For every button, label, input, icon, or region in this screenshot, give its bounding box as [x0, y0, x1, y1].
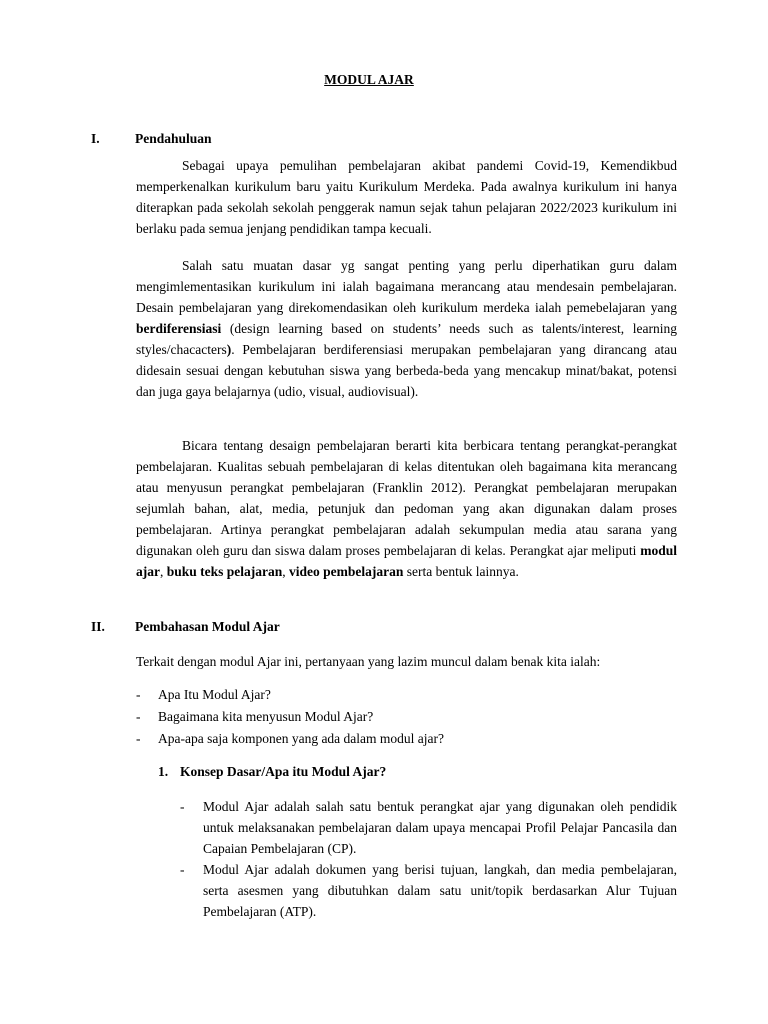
section-1-heading: [91, 131, 212, 147]
list-item: - Apa-apa saja komponen yang ada dalam modul ajar?: [136, 731, 445, 746]
section-2-intro: Terkait dengan modul Ajar ini, pertanyaan yang lazim muncul dalam benak kita ialah:: [136, 654, 601, 669]
section-2-number: II.: [91, 619, 105, 634]
section-1-paragraph-2: Salah satu muatan dasar yg sangat penting yang perlu diperhatikan guru dalam mengimlementasikan kurikulum ini ialah bagaimana merancang atau mendesain pembelajaran. Desain pembelajaran yang direkomendasikan oleh kurikulum merdeka ialah pemebelajaran yang berdiferensiasi (design learning based on students’ needs such as talents/interest, learning styles/chacacters). Pembelajaran berdiferensiasi merupakan pembelajaran yang dirancang atau didesain sesuai dengan kebutuhan siswa yang berbeda-beda yang mencakup minat/bakat, potensi dan juga gaya belajarnya (udio, visual, audiovisual).: [136, 258, 677, 399]
list-item: - Apa Itu Modul Ajar?: [136, 687, 271, 702]
section-1-paragraph-1: Sebagai upaya pemulihan pembelajaran akibat pandemi Covid-19, Kemendikbud memperkenalkan kurikulum baru yaitu Kurikulum Merdeka. Pada awalnya kurikulum ini hanya diterapkan pada sekolah sekolah penggerak namun sejak tahun pelajaran 2022/2023 kurikulum ini berlaku pada semua jenjang pendidikan tampa kecuali.: [136, 158, 677, 236]
section-1-title: Pendahuluan: [135, 131, 212, 146]
bold-term: berdiferensiasi: [136, 321, 222, 336]
section-1-paragraph-3: Bicara tentang desaign pembelajaran berarti kita berbicara tentang perangkat-perangkat pembelajaran. Kualitas sebuah pembelajaran di kelas ditentukan oleh bagaimana kita merancang atau menyusun perangkat pembelajaran (Franklin 2012). Perangkat pembelajaran merupakan sejumlah bahan, alat, media, petunjuk dan pedoman yang akan digunakan dalam proses pembelajaran. Artinya perangkat pembelajaran adalah sekumpulan media atau sarana yang digunakan oleh guru dan siswa dalam proses pembelajaran di kelas. Perangkat ajar meliputi modul ajar, buku teks pelajaran, video pembelajaran serta bentuk lainnya.: [136, 438, 677, 579]
list-item: - Bagaimana kita menyusun Modul Ajar?: [136, 709, 374, 724]
document-title: MODUL AJAR: [324, 72, 414, 87]
list-item: - Modul Ajar adalah salah satu bentuk perangkat ajar yang digunakan oleh pendidik untuk melaksanakan pembelajaran dalam upaya mencapai Profil Pelajar Pancasila dan Capaian Pembelajaran (CP).: [180, 799, 677, 856]
section-2-heading: [91, 619, 280, 635]
section-1-number: I.: [91, 131, 100, 146]
section-2-title: Pembahasan Modul Ajar: [135, 619, 280, 634]
list-item: - Modul Ajar adalah dokumen yang berisi tujuan, langkah, dan media pembelajaran, serta asesmen yang dibutuhkan dalam satu unit/topik berdasarkan Alur Tujuan Pembelajaran (ATP).: [180, 862, 677, 919]
subsection-1-heading: 1. Konsep Dasar/Apa itu Modul Ajar?: [158, 764, 387, 779]
